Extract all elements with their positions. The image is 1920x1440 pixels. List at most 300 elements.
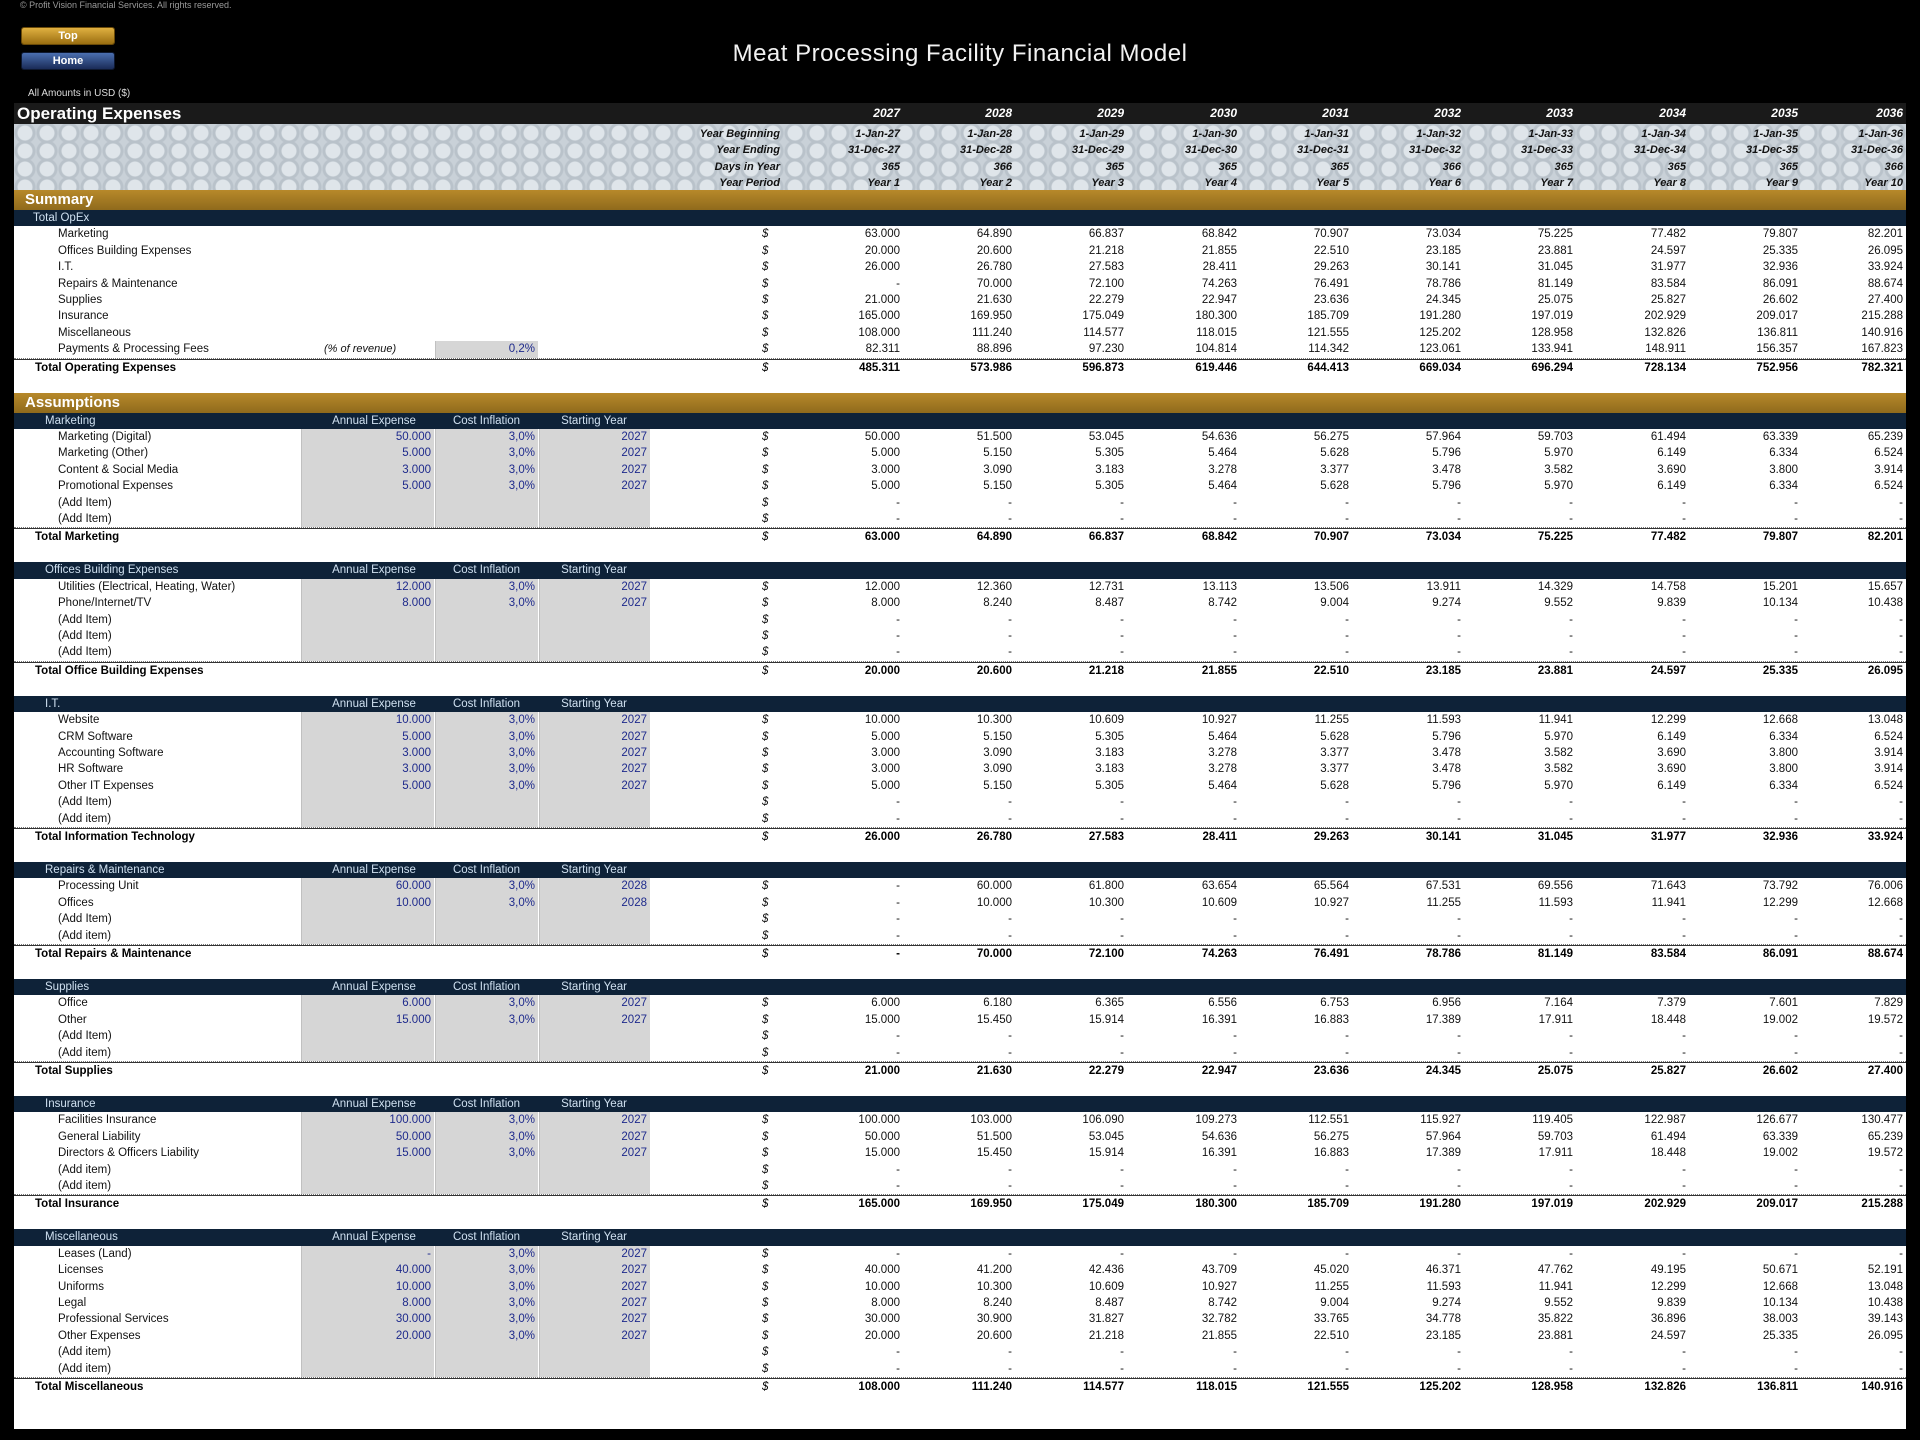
annual-expense-input[interactable]	[301, 612, 434, 628]
cost-inflation-input[interactable]	[435, 928, 538, 944]
assumption-value-9: -	[1794, 613, 1798, 626]
annual-expense-input[interactable]: 50.000	[301, 429, 434, 445]
assumption-value-7: 5.970	[1544, 447, 1573, 460]
assumption-value-6: 115.927	[1420, 1114, 1461, 1127]
annual-expense-input[interactable]: 12.000	[301, 579, 434, 595]
group-total-value-9: 26.602	[1762, 1065, 1798, 1077]
starting-year-input[interactable]: 2027	[539, 712, 650, 728]
cost-inflation-input[interactable]	[435, 1344, 538, 1360]
summary-row	[14, 325, 1906, 341]
assumption-row	[14, 928, 1906, 945]
group-total-value-6: 23.185	[1425, 664, 1461, 677]
cost-inflation-input[interactable]	[435, 628, 538, 644]
annual-expense-input[interactable]: -	[301, 1246, 434, 1262]
home-button[interactable]: Home	[22, 53, 114, 69]
starting-year-input[interactable]: 2027	[539, 1145, 650, 1161]
assumption-value-9: 6.334	[1769, 480, 1798, 493]
cost-inflation-input[interactable]: 3,0%	[435, 1311, 538, 1327]
assumption-value-8: 18.448	[1650, 1147, 1686, 1160]
assumption-value-8: 6.149	[1657, 480, 1686, 493]
summary-total-value-7: 696.294	[1531, 361, 1573, 374]
assumption-value-6: -	[1457, 630, 1461, 642]
group-title: Marketing	[45, 414, 96, 427]
assumption-value-4: 109.273	[1195, 1114, 1237, 1127]
starting-year-input[interactable]	[539, 1162, 650, 1178]
summary-total-value-6: 669.034	[1419, 361, 1461, 374]
summary-value-6: 123.061	[1419, 343, 1461, 356]
starting-year-input[interactable]	[539, 628, 650, 644]
annual-expense-input[interactable]: 15.000	[301, 1145, 434, 1161]
assumption-row-label: Utilities (Electrical, Heating, Water)	[58, 580, 236, 593]
summary-row	[14, 292, 1906, 308]
assumption-value-4: 13.113	[1202, 580, 1237, 593]
cost-inflation-input[interactable]: 3,0%	[435, 579, 538, 595]
assumption-row-label: (Add item)	[58, 1362, 112, 1375]
starting-year-input[interactable]: 2027	[539, 995, 650, 1011]
group-total-value-2: 26.780	[976, 831, 1012, 843]
cost-inflation-input[interactable]	[435, 612, 538, 628]
assumption-row	[14, 1262, 1906, 1278]
summary-total-value-10: 782.321	[1861, 361, 1903, 374]
assumption-value-1: 12.000	[864, 580, 900, 593]
starting-year-input[interactable]: 2027	[539, 1328, 650, 1344]
assumption-value-1: 40.000	[864, 1264, 900, 1277]
header-row-1-value-1: 1-Jan-27	[855, 128, 900, 140]
starting-year-input[interactable]	[539, 1045, 650, 1061]
assumption-row	[14, 778, 1906, 794]
starting-year-input[interactable]: 2027	[539, 1311, 650, 1327]
assumption-value-1: -	[896, 796, 900, 809]
annual-expense-input[interactable]: 5.000	[301, 478, 434, 494]
assumption-value-3: 3.183	[1095, 747, 1124, 759]
group-total-value-6: 73.034	[1425, 531, 1461, 544]
annual-expense-input[interactable]: 15.000	[301, 1012, 434, 1028]
annual-expense-input[interactable]	[301, 511, 434, 527]
annual-expense-input[interactable]: 10.000	[301, 1279, 434, 1295]
assumption-value-8: -	[1682, 913, 1686, 926]
annual-expense-input[interactable]: 3.000	[301, 761, 434, 777]
starting-year-input[interactable]: 2027	[539, 445, 650, 461]
starting-year-input[interactable]: 2027	[539, 1246, 650, 1262]
summary-value-6: 24.345	[1425, 294, 1461, 306]
assumption-value-5: 3.377	[1320, 463, 1349, 476]
cost-inflation-input[interactable]: 3,0%	[435, 1129, 538, 1145]
assumption-value-3: -	[1120, 646, 1124, 659]
assumption-row-label: Offices	[58, 896, 94, 909]
assumption-value-7: 47.762	[1537, 1264, 1573, 1277]
assumption-value-4: 8.742	[1208, 597, 1237, 610]
assumption-value-7: 7.164	[1544, 997, 1573, 1010]
cost-inflation-input[interactable]: 3,0%	[435, 745, 538, 761]
starting-year-input[interactable]: 2027	[539, 1112, 650, 1128]
summary-total-row	[14, 359, 1906, 377]
assumption-value-8: -	[1682, 613, 1686, 626]
assumption-row-label: Office	[58, 997, 88, 1010]
annual-expense-input[interactable]	[301, 928, 434, 944]
header-row-4-value-10: Year 10	[1864, 177, 1903, 190]
assumption-value-6: -	[1457, 1362, 1461, 1375]
assumption-value-2: 15.450	[976, 1013, 1012, 1026]
starting-year-input[interactable]	[539, 1028, 650, 1044]
assumption-value-1: -	[896, 613, 900, 626]
assumption-value-9: 63.339	[1762, 1130, 1798, 1143]
currency-symbol: $	[762, 997, 769, 1010]
assumption-value-10: 13.048	[1867, 714, 1903, 727]
assumption-value-10: 3.914	[1874, 763, 1903, 776]
group-total-value-8: 25.827	[1650, 1065, 1686, 1077]
annual-expense-input[interactable]	[301, 911, 434, 927]
starting-year-input[interactable]	[539, 511, 650, 527]
assumption-value-7: 3.582	[1544, 747, 1573, 759]
annual-expense-input[interactable]: 5.000	[301, 778, 434, 794]
col-header-annual-expense: Annual Expense	[332, 1231, 416, 1244]
col-header-annual-expense: Annual Expense	[332, 697, 416, 710]
cost-inflation-input[interactable]: 3,0%	[435, 462, 538, 478]
group-title: Offices Building Expenses	[45, 564, 179, 577]
group-total-value-5: 23.636	[1313, 1065, 1349, 1077]
assumption-value-7: -	[1569, 1030, 1573, 1043]
cost-inflation-input[interactable]	[435, 1028, 538, 1044]
cost-inflation-input[interactable]: 3,0%	[435, 1246, 538, 1262]
cost-inflation-input[interactable]: 3,0%	[435, 995, 538, 1011]
assumption-value-3: 8.487	[1095, 597, 1124, 610]
cost-inflation-input[interactable]: 3,0%	[435, 1145, 538, 1161]
assumption-value-1: -	[896, 913, 900, 926]
assumption-value-4: -	[1233, 630, 1237, 642]
starting-year-input[interactable]: 2027	[539, 579, 650, 595]
assumption-value-7: 9.552	[1544, 597, 1573, 610]
starting-year-input[interactable]: 2027	[539, 729, 650, 745]
assumption-value-1: -	[896, 1046, 900, 1059]
summary-value-1: 21.000	[864, 294, 900, 306]
top-button[interactable]: Top	[22, 28, 114, 44]
currency-symbol: $	[762, 480, 769, 493]
assumption-value-3: -	[1120, 913, 1124, 926]
summary-total-value-2: 573.986	[970, 361, 1012, 374]
cost-inflation-input[interactable]: 3,0%	[435, 1295, 538, 1311]
annual-expense-input[interactable]	[301, 1162, 434, 1178]
group-total-value-4: 68.842	[1201, 531, 1237, 544]
assumption-value-6: -	[1457, 646, 1461, 659]
annual-expense-input[interactable]	[301, 1178, 434, 1194]
annual-expense-input[interactable]: 3.000	[301, 745, 434, 761]
assumption-value-1: 8.000	[871, 597, 900, 610]
header-row-1-value-8: 1-Jan-34	[1641, 128, 1686, 140]
assumption-value-1: -	[896, 1247, 900, 1260]
assumption-value-6: 57.964	[1425, 1130, 1461, 1143]
group-total-value-7: 31.045	[1537, 831, 1573, 843]
starting-year-input[interactable]: 2027	[539, 1262, 650, 1278]
cost-inflation-input[interactable]: 3,0%	[435, 1279, 538, 1295]
assumption-value-8: -	[1682, 796, 1686, 809]
starting-year-input[interactable]	[539, 794, 650, 810]
assumption-value-10: -	[1899, 1030, 1903, 1043]
header-row-4-value-5: Year 5	[1316, 177, 1349, 190]
starting-year-input[interactable]	[539, 811, 650, 827]
assumption-value-2: 41.200	[976, 1264, 1012, 1277]
assumption-value-7: 9.552	[1544, 1297, 1573, 1309]
assumption-value-6: 11.593	[1426, 714, 1461, 727]
annual-expense-input[interactable]	[301, 1028, 434, 1044]
annual-expense-input[interactable]	[301, 495, 434, 511]
cost-inflation-input[interactable]: 3,0%	[435, 1012, 538, 1028]
assumption-value-8: -	[1682, 812, 1686, 825]
assumption-value-7: -	[1569, 496, 1573, 509]
assumption-row-label: Legal	[58, 1297, 87, 1309]
assumption-value-6: 3.478	[1432, 763, 1461, 776]
assumptions-title: Assumptions	[25, 393, 121, 411]
cost-inflation-input[interactable]	[435, 911, 538, 927]
assumption-value-10: 65.239	[1867, 1130, 1903, 1143]
annual-expense-input[interactable]	[301, 644, 434, 660]
cost-inflation-input[interactable]: 3,0%	[435, 445, 538, 461]
annual-expense-input[interactable]: 100.000	[301, 1112, 434, 1128]
starting-year-input[interactable]: 2027	[539, 1295, 650, 1311]
header-row-3	[14, 159, 1906, 175]
starting-year-input[interactable]: 2027	[539, 595, 650, 611]
cost-inflation-input[interactable]: 3,0%	[435, 429, 538, 445]
cost-inflation-input[interactable]: 3,0%	[435, 478, 538, 494]
assumption-row	[14, 794, 1906, 810]
group-total-row-1	[14, 662, 1906, 680]
starting-year-input[interactable]: 2027	[539, 462, 650, 478]
starting-year-input[interactable]: 2028	[539, 895, 650, 911]
cost-inflation-input[interactable]: 3,0%	[435, 595, 538, 611]
assumption-row	[14, 729, 1906, 745]
starting-year-input[interactable]: 2027	[539, 778, 650, 794]
assumption-value-7: 23.881	[1537, 1329, 1573, 1342]
starting-year-input[interactable]: 2027	[539, 1129, 650, 1145]
assumption-value-10: -	[1899, 812, 1903, 825]
annual-expense-input[interactable]: 20.000	[301, 1328, 434, 1344]
page-title: Meat Processing Facility Financial Model	[732, 40, 1188, 67]
annual-expense-input[interactable]	[301, 794, 434, 810]
assumption-value-6: 17.389	[1425, 1013, 1461, 1026]
assumption-value-7: -	[1569, 1346, 1573, 1359]
summary-value-7: 197.019	[1531, 310, 1573, 323]
annual-expense-input[interactable]: 40.000	[301, 1262, 434, 1278]
assumption-value-3: 12.731	[1088, 580, 1124, 593]
assumption-row-label: Website	[58, 714, 100, 727]
summary-value-3: 27.583	[1088, 261, 1124, 274]
assumption-value-2: -	[1008, 1180, 1012, 1192]
assumption-value-7: -	[1569, 513, 1573, 525]
assumption-row-label: Facilities Insurance	[58, 1114, 157, 1127]
cost-inflation-input[interactable]: 3,0%	[435, 895, 538, 911]
assumption-row	[14, 511, 1906, 528]
cost-inflation-input[interactable]: 3,0%	[435, 1112, 538, 1128]
summary-total-label: Total Operating Expenses	[35, 361, 177, 374]
annual-expense-input[interactable]	[301, 628, 434, 644]
annual-expense-input[interactable]: 5.000	[301, 729, 434, 745]
assumption-row-label: (Add item)	[58, 1046, 112, 1059]
assumption-value-5: 6.753	[1320, 997, 1349, 1010]
assumption-value-4: 32.782	[1201, 1313, 1237, 1326]
starting-year-input[interactable]: 2027	[539, 429, 650, 445]
annual-expense-input[interactable]	[301, 1361, 434, 1377]
fee-percent-input[interactable]: 0,2%	[435, 341, 538, 357]
summary-value-3: 97.230	[1088, 343, 1124, 356]
starting-year-input[interactable]	[539, 1344, 650, 1360]
assumption-value-6: -	[1457, 1163, 1461, 1176]
group-total-value-6: 30.141	[1425, 831, 1461, 843]
assumption-value-10: 65.239	[1867, 431, 1903, 443]
assumption-value-7: -	[1569, 812, 1573, 825]
currency-symbol: $	[762, 1163, 769, 1176]
currency-symbol: $	[762, 913, 769, 926]
currency-symbol: $	[762, 580, 769, 593]
starting-year-input[interactable]: 2027	[539, 745, 650, 761]
annual-expense-input[interactable]: 3.000	[301, 462, 434, 478]
group-total-value-1: -	[896, 948, 900, 960]
assumption-value-1: -	[896, 1030, 900, 1043]
assumption-value-3: -	[1120, 630, 1124, 642]
summary-value-4: 68.842	[1201, 228, 1237, 241]
starting-year-input[interactable]	[539, 495, 650, 511]
currency-symbol: $	[762, 831, 769, 843]
assumption-value-10: -	[1899, 646, 1903, 659]
assumption-value-5: 45.020	[1313, 1264, 1349, 1277]
assumption-row-label: (Add Item)	[58, 796, 112, 809]
assumption-row-label: Processing Unit	[58, 880, 139, 893]
assumption-value-8: -	[1682, 1362, 1686, 1375]
annual-expense-input[interactable]: 50.000	[301, 1129, 434, 1145]
cost-inflation-input[interactable]: 3,0%	[435, 878, 538, 894]
group-total-value-8: 202.929	[1644, 1198, 1686, 1211]
annual-expense-input[interactable]: 10.000	[301, 895, 434, 911]
cost-inflation-input[interactable]: 3,0%	[435, 712, 538, 728]
group-total-value-8: 31.977	[1650, 831, 1686, 843]
assumption-row	[14, 1145, 1906, 1161]
cost-inflation-input[interactable]	[435, 1178, 538, 1194]
currency-symbol: $	[762, 343, 769, 356]
assumption-value-8: 6.149	[1657, 779, 1686, 792]
starting-year-input[interactable]	[539, 644, 650, 660]
starting-year-input[interactable]: 2027	[539, 1012, 650, 1028]
annual-expense-input[interactable]: 10.000	[301, 712, 434, 728]
assumption-row-label: HR Software	[58, 763, 124, 776]
assumption-value-2: 51.500	[976, 1130, 1012, 1143]
starting-year-input[interactable]	[539, 911, 650, 927]
assumption-value-9: 38.003	[1762, 1313, 1798, 1326]
assumption-value-8: -	[1682, 1247, 1686, 1260]
starting-year-input[interactable]	[539, 928, 650, 944]
starting-year-input[interactable]: 2027	[539, 761, 650, 777]
starting-year-input[interactable]	[539, 1178, 650, 1194]
col-header-starting-year: Starting Year	[561, 414, 627, 427]
assumption-value-9: 6.334	[1769, 447, 1798, 460]
summary-total-value-9: 752.956	[1756, 361, 1798, 374]
cost-inflation-input[interactable]	[435, 644, 538, 660]
assumption-value-2: 3.090	[983, 747, 1012, 759]
group-total-value-9: 25.335	[1762, 664, 1798, 677]
assumption-value-4: -	[1233, 513, 1237, 525]
assumption-value-9: -	[1794, 929, 1798, 942]
group-total-value-5: 76.491	[1313, 948, 1349, 960]
starting-year-input[interactable]	[539, 612, 650, 628]
assumption-value-4: 43.709	[1201, 1264, 1237, 1277]
assumption-value-1: -	[896, 1362, 900, 1375]
assumption-value-8: 12.299	[1650, 1280, 1686, 1293]
starting-year-input[interactable]: 2027	[539, 1279, 650, 1295]
group-total-row-6	[14, 1378, 1906, 1396]
cost-inflation-input[interactable]: 3,0%	[435, 1328, 538, 1344]
annual-expense-input[interactable]	[301, 1344, 434, 1360]
currency-symbol: $	[762, 664, 769, 677]
currency-symbol: $	[762, 1147, 769, 1160]
col-header-annual-expense: Annual Expense	[332, 564, 416, 577]
cost-inflation-input[interactable]: 3,0%	[435, 761, 538, 777]
starting-year-input[interactable]: 2027	[539, 478, 650, 494]
annual-expense-input[interactable]: 30.000	[301, 1311, 434, 1327]
assumption-value-5: 9.004	[1320, 597, 1349, 610]
cost-inflation-input[interactable]	[435, 811, 538, 827]
cost-inflation-input[interactable]	[435, 1045, 538, 1061]
assumption-value-7: -	[1569, 1362, 1573, 1375]
cost-inflation-input[interactable]	[435, 495, 538, 511]
annual-expense-input[interactable]: 6.000	[301, 995, 434, 1011]
group-total-value-4: 118.015	[1196, 1381, 1237, 1393]
annual-expense-input[interactable]: 5.000	[301, 445, 434, 461]
summary-value-5: 185.709	[1307, 310, 1349, 323]
assumption-value-7: -	[1569, 1046, 1573, 1059]
assumption-value-4: 54.636	[1201, 431, 1237, 443]
summary-band	[14, 190, 1906, 210]
assumption-value-1: 100.000	[858, 1114, 900, 1127]
starting-year-input[interactable]: 2028	[539, 878, 650, 894]
assumption-value-8: 18.448	[1650, 1013, 1686, 1026]
cost-inflation-input[interactable]	[435, 1162, 538, 1178]
group-total-label: Total Repairs & Maintenance	[35, 948, 192, 960]
year-header-3: 2029	[1097, 106, 1124, 120]
assumption-value-5: 22.510	[1313, 1329, 1349, 1342]
annual-expense-input[interactable]: 8.000	[301, 595, 434, 611]
assumption-value-2: 3.090	[983, 763, 1012, 776]
assumption-value-10: 3.914	[1874, 463, 1903, 476]
summary-value-10: 26.095	[1867, 244, 1903, 257]
assumption-value-8: 61.494	[1650, 431, 1686, 443]
annual-expense-input[interactable]: 8.000	[301, 1295, 434, 1311]
summary-value-4: 180.300	[1195, 310, 1237, 323]
summary-value-6: 23.185	[1425, 244, 1461, 257]
header-row-label: Year Beginning	[699, 128, 780, 140]
annual-expense-input[interactable]: 60.000	[301, 878, 434, 894]
assumption-row-label: Licenses	[58, 1264, 104, 1277]
group-total-value-10: 33.924	[1867, 831, 1903, 843]
currency-symbol: $	[762, 1280, 769, 1293]
group-total-value-8: 24.597	[1650, 664, 1686, 677]
assumption-row	[14, 895, 1906, 911]
assumption-row	[14, 1279, 1906, 1295]
group-total-value-6: 78.786	[1425, 948, 1461, 960]
annual-expense-input[interactable]	[301, 811, 434, 827]
starting-year-input[interactable]	[539, 1361, 650, 1377]
assumption-value-4: -	[1233, 1030, 1237, 1043]
group-total-value-5: 22.510	[1313, 664, 1349, 677]
summary-value-9: 32.936	[1762, 261, 1798, 274]
assumption-value-4: 3.278	[1208, 763, 1237, 776]
cost-inflation-input[interactable]	[435, 794, 538, 810]
summary-value-8: 148.911	[1645, 343, 1686, 356]
cost-inflation-input[interactable]: 3,0%	[435, 729, 538, 745]
assumption-value-4: -	[1233, 1180, 1237, 1192]
assumption-value-4: 54.636	[1201, 1130, 1237, 1143]
cost-inflation-input[interactable]: 3,0%	[435, 1262, 538, 1278]
annual-expense-input[interactable]	[301, 1045, 434, 1061]
cost-inflation-input[interactable]	[435, 1361, 538, 1377]
cost-inflation-input[interactable]: 3,0%	[435, 778, 538, 794]
cost-inflation-input[interactable]	[435, 511, 538, 527]
